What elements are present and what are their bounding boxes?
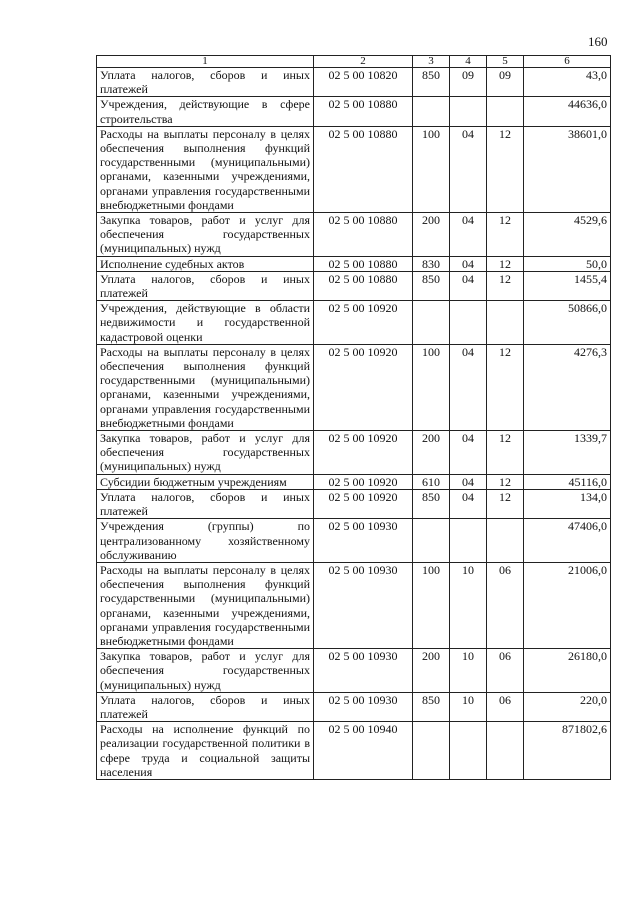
- expense-name-cell: Закупка товаров, работ и услуг для обеспечения государственных (муниципальных) нужд: [97, 649, 314, 693]
- expense-type-cell: 200: [413, 213, 450, 257]
- expense-type-cell: [413, 97, 450, 126]
- amount-cell: 1455,4: [524, 271, 611, 300]
- table-row: [97, 489, 611, 518]
- amount-cell: 871802,6: [524, 722, 611, 780]
- target-article-code-cell: 02 5 00 10930: [314, 649, 413, 693]
- column-header: 5: [487, 56, 524, 68]
- expense-name-cell: Закупка товаров, работ и услуг для обеспечения государственных (муниципальных) нужд: [97, 213, 314, 257]
- target-article-code-cell: 02 5 00 10920: [314, 344, 413, 430]
- column-header: 1: [97, 56, 314, 68]
- target-article-code-cell: 02 5 00 10880: [314, 97, 413, 126]
- target-article-code-cell: 02 5 00 10880: [314, 271, 413, 300]
- target-article-code-cell: 02 5 00 10820: [314, 68, 413, 97]
- table-row: [97, 649, 611, 693]
- subsection-cell: [487, 519, 524, 563]
- expense-type-cell: 100: [413, 562, 450, 648]
- page-number: 160: [588, 34, 608, 49]
- section-cell: 10: [450, 692, 487, 721]
- amount-cell: 38601,0: [524, 126, 611, 212]
- expense-name-cell: Уплата налогов, сборов и иных платежей: [97, 489, 314, 518]
- amount-cell: 47406,0: [524, 519, 611, 563]
- subsection-cell: 12: [487, 431, 524, 475]
- expense-name-cell: Уплата налогов, сборов и иных платежей: [97, 271, 314, 300]
- expense-type-cell: 850: [413, 68, 450, 97]
- target-article-code-cell: 02 5 00 10930: [314, 519, 413, 563]
- section-cell: [450, 301, 487, 345]
- subsection-cell: 06: [487, 562, 524, 648]
- expense-type-cell: 830: [413, 256, 450, 271]
- subsection-cell: [487, 97, 524, 126]
- subsection-cell: 12: [487, 344, 524, 430]
- table-row: [97, 562, 611, 648]
- table-body: [97, 68, 611, 780]
- expense-type-cell: 200: [413, 431, 450, 475]
- expense-type-cell: 610: [413, 474, 450, 489]
- subsection-cell: [487, 722, 524, 780]
- section-cell: 04: [450, 256, 487, 271]
- column-header: 3: [413, 56, 450, 68]
- section-cell: [450, 97, 487, 126]
- expense-name-cell: Закупка товаров, работ и услуг для обеспечения государственных (муниципальных) нужд: [97, 431, 314, 475]
- table-row: [97, 692, 611, 721]
- amount-cell: 4529,6: [524, 213, 611, 257]
- subsection-cell: 12: [487, 126, 524, 212]
- column-header: 6: [524, 56, 611, 68]
- expense-name-cell: Субсидии бюджетным учреждениям: [97, 474, 314, 489]
- table-row: [97, 126, 611, 212]
- section-cell: 04: [450, 271, 487, 300]
- expense-name-cell: Уплата налогов, сборов и иных платежей: [97, 692, 314, 721]
- amount-cell: 26180,0: [524, 649, 611, 693]
- target-article-code-cell: 02 5 00 10920: [314, 489, 413, 518]
- expense-type-cell: [413, 722, 450, 780]
- column-header: 2: [314, 56, 413, 68]
- section-cell: 04: [450, 344, 487, 430]
- expense-type-cell: 850: [413, 271, 450, 300]
- expense-type-cell: 200: [413, 649, 450, 693]
- subsection-cell: [487, 301, 524, 345]
- expense-name-cell: Учреждения (группы) по централизованному хозяйственному обслуживанию: [97, 519, 314, 563]
- amount-cell: 50866,0: [524, 301, 611, 345]
- target-article-code-cell: 02 5 00 10930: [314, 562, 413, 648]
- section-cell: [450, 519, 487, 563]
- expense-name-cell: Расходы на выплаты персоналу в целях обеспечения выполнения функций государственными (муниципальными) органами, казенными учреждениями, органами управления государственными внебюджетными фондами: [97, 344, 314, 430]
- expense-name-cell: Учреждения, действующие в сфере строительства: [97, 97, 314, 126]
- expense-type-cell: 850: [413, 489, 450, 518]
- target-article-code-cell: 02 5 00 10920: [314, 474, 413, 489]
- subsection-cell: 12: [487, 474, 524, 489]
- expense-name-cell: Расходы на выплаты персоналу в целях обеспечения выполнения функций государственными (муниципальными) органами, казенными учреждениями, органами управления государственными внебюджетными фондами: [97, 126, 314, 212]
- amount-cell: 50,0: [524, 256, 611, 271]
- expense-name-cell: Расходы на исполнение функций по реализации государственной политики в сфере труда и социальной защиты населения: [97, 722, 314, 780]
- subsection-cell: 06: [487, 692, 524, 721]
- target-article-code-cell: 02 5 00 10880: [314, 213, 413, 257]
- section-cell: 10: [450, 562, 487, 648]
- section-cell: 10: [450, 649, 487, 693]
- table-row: [97, 271, 611, 300]
- target-article-code-cell: 02 5 00 10920: [314, 301, 413, 345]
- amount-cell: 45116,0: [524, 474, 611, 489]
- subsection-cell: 12: [487, 489, 524, 518]
- amount-cell: 220,0: [524, 692, 611, 721]
- target-article-code-cell: 02 5 00 10940: [314, 722, 413, 780]
- amount-cell: 4276,3: [524, 344, 611, 430]
- target-article-code-cell: 02 5 00 10880: [314, 256, 413, 271]
- table-row: [97, 344, 611, 430]
- table-header-row: [97, 56, 611, 68]
- table-row: [97, 256, 611, 271]
- target-article-code-cell: 02 5 00 10880: [314, 126, 413, 212]
- amount-cell: 21006,0: [524, 562, 611, 648]
- amount-cell: 134,0: [524, 489, 611, 518]
- section-cell: 04: [450, 213, 487, 257]
- expense-name-cell: Учреждения, действующие в области недвижимости и государственной кадастровой оценки: [97, 301, 314, 345]
- expense-name-cell: Исполнение судебных актов: [97, 256, 314, 271]
- table-row: [97, 474, 611, 489]
- subsection-cell: 12: [487, 271, 524, 300]
- section-cell: 04: [450, 431, 487, 475]
- section-cell: 09: [450, 68, 487, 97]
- table-row: [97, 68, 611, 97]
- table-row: [97, 722, 611, 780]
- expense-type-cell: [413, 519, 450, 563]
- table-row: [97, 97, 611, 126]
- target-article-code-cell: 02 5 00 10920: [314, 431, 413, 475]
- amount-cell: 1339,7: [524, 431, 611, 475]
- table-row: [97, 213, 611, 257]
- expense-type-cell: 850: [413, 692, 450, 721]
- subsection-cell: 09: [487, 68, 524, 97]
- subsection-cell: 06: [487, 649, 524, 693]
- table-row: [97, 519, 611, 563]
- expense-name-cell: Уплата налогов, сборов и иных платежей: [97, 68, 314, 97]
- section-cell: 04: [450, 126, 487, 212]
- table-row: [97, 301, 611, 345]
- target-article-code-cell: 02 5 00 10930: [314, 692, 413, 721]
- amount-cell: 43,0: [524, 68, 611, 97]
- expense-type-cell: 100: [413, 344, 450, 430]
- expense-name-cell: Расходы на выплаты персоналу в целях обеспечения выполнения функций государственными (муниципальными) органами, казенными учреждениями, органами управления государственными внебюджетными фондами: [97, 562, 314, 648]
- subsection-cell: 12: [487, 213, 524, 257]
- expense-type-cell: 100: [413, 126, 450, 212]
- section-cell: 04: [450, 474, 487, 489]
- table-row: [97, 431, 611, 475]
- budget-table: [96, 55, 611, 780]
- column-header: 4: [450, 56, 487, 68]
- subsection-cell: 12: [487, 256, 524, 271]
- amount-cell: 44636,0: [524, 97, 611, 126]
- section-cell: [450, 722, 487, 780]
- expense-type-cell: [413, 301, 450, 345]
- section-cell: 04: [450, 489, 487, 518]
